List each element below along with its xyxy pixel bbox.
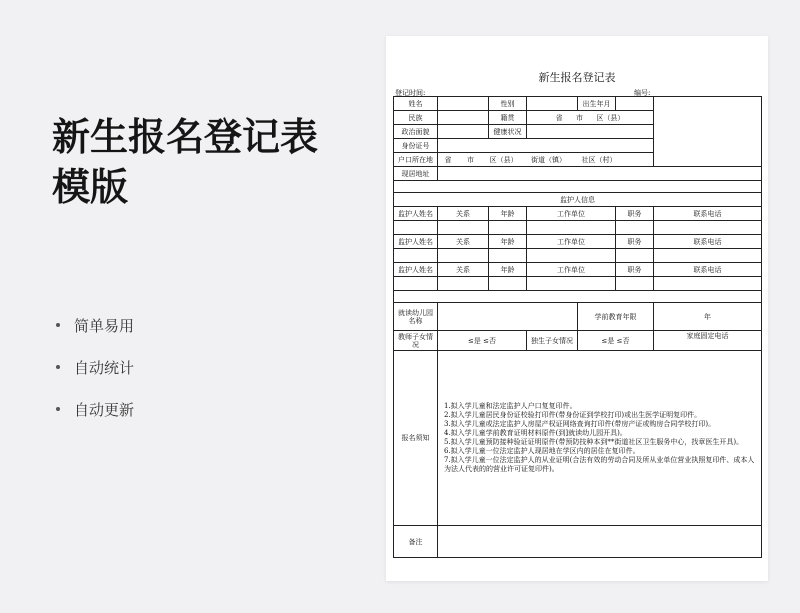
feature-item	[56, 356, 134, 378]
cell-label: 关系	[438, 263, 489, 277]
cell-label: 性别	[489, 97, 527, 111]
cell-label: 学前教育年限	[578, 303, 654, 331]
cell-label: 家庭固定电话	[654, 331, 762, 351]
province-label: 省	[444, 155, 452, 164]
cell-label: 职务	[616, 263, 654, 277]
form-title: 新生报名登记表	[538, 71, 616, 84]
cell-label: 年龄	[489, 263, 527, 277]
feature-list	[56, 314, 134, 440]
cell-value	[527, 97, 578, 111]
cell-value	[527, 249, 616, 263]
section-header	[394, 181, 762, 193]
cell-label: 年	[654, 303, 762, 331]
cell-label: 年龄	[489, 207, 527, 221]
table-row	[394, 249, 762, 263]
table-row	[394, 277, 762, 291]
cell-label: 职务	[616, 235, 654, 249]
notice-text	[438, 351, 762, 526]
cell-label: 身份证号	[394, 139, 438, 153]
cell-label: 籍贯	[489, 111, 527, 125]
notice-item: 1.拟入学儿童和法定监护人户口复复印件。	[444, 402, 577, 410]
table-row	[394, 331, 762, 351]
cell-value	[438, 125, 489, 139]
photo-box	[654, 97, 762, 167]
cell-value	[616, 221, 654, 235]
feature-label: 自动统计	[74, 358, 135, 377]
registration-table	[393, 96, 762, 558]
register-time-label: 登记时间:	[395, 89, 426, 97]
cell-value	[489, 277, 527, 291]
cell-label: 民族	[394, 111, 438, 125]
checkbox-group[interactable]: ≤是 ≤否	[578, 331, 654, 351]
cell-label: 联系电话	[654, 263, 762, 277]
cell-value	[489, 221, 527, 235]
bullet-icon	[56, 407, 60, 411]
notice-item: 2.拟入学儿童居民身份证校验打印件(带身份证到学校打印)或出生医学证明复印件。	[444, 411, 702, 419]
cell-label: 监护人姓名	[394, 235, 438, 249]
cell-value	[654, 221, 762, 235]
cell-value	[438, 249, 489, 263]
cell-label: 现居地址	[394, 167, 438, 181]
province-label: 省	[555, 113, 563, 122]
cell-label: 政治面貌	[394, 125, 438, 139]
table-row	[394, 207, 762, 221]
cell-value	[527, 221, 616, 235]
table-row	[394, 351, 762, 526]
feature-label: 自动更新	[74, 400, 135, 419]
cell-value	[654, 249, 762, 263]
cell-label: 监护人姓名	[394, 207, 438, 221]
table-row	[394, 291, 762, 303]
bullet-icon	[56, 323, 60, 327]
cell-value	[654, 277, 762, 291]
cell-value	[438, 221, 489, 235]
feature-item	[56, 398, 134, 420]
cell-label: 健康状况	[489, 125, 527, 139]
cell-value	[616, 277, 654, 291]
notice-item: 7.拟入学儿童一位法定监护人的从业证明(合法有效的劳动合同及所从业单位营业执照复印件、成本人为法人代表的的营业许可证复印件)。	[444, 456, 755, 473]
cell-label: 出生年月	[578, 97, 616, 111]
cell-label: 教师子女情况	[394, 331, 438, 351]
hukou-address	[438, 153, 654, 167]
cell-value	[438, 526, 762, 558]
native-place	[527, 111, 654, 125]
checkbox-group[interactable]: ≤是 ≤否	[438, 331, 527, 351]
cell-label: 关系	[438, 235, 489, 249]
guardian-section-title: 监护人信息	[394, 193, 762, 207]
notice-item: 6.拟入学儿童一位法定监护人现居地在学区内的居住在复印件。	[444, 447, 640, 455]
cell-value	[616, 249, 654, 263]
table-row	[394, 235, 762, 249]
table-row	[394, 181, 762, 193]
city-label: 市	[467, 155, 475, 164]
cell-label: 职务	[616, 207, 654, 221]
cell-label: 联系电话	[654, 235, 762, 249]
feature-label: 简单易用	[74, 316, 135, 335]
cell-label: 独生子女情况	[527, 331, 578, 351]
cell-value	[438, 97, 489, 111]
notice-item: 5.拟入学儿童预防接种验证证明原件(带预防技种本到**街道社区卫生服务中心，找章医生开具)。	[444, 438, 744, 446]
bullet-icon	[56, 365, 60, 369]
cell-value	[394, 277, 438, 291]
notice-item: 4.拟入学儿童学前教育证明材料原件(到]就读幼儿园开具)。	[444, 429, 627, 437]
cell-value	[438, 111, 489, 125]
table-row	[394, 221, 762, 235]
table-row	[394, 263, 762, 277]
cell-label: 就读幼儿园名称	[394, 303, 438, 331]
cell-value	[438, 139, 654, 153]
table-row	[394, 193, 762, 207]
promo-title-line2: 模版	[52, 165, 129, 209]
cell-label: 联系电话	[654, 207, 762, 221]
promo-title	[52, 112, 372, 212]
cell-label: 工作单位	[527, 207, 616, 221]
cell-value	[527, 277, 616, 291]
notice-item: 3.拟入学儿童或法定监护人房屋产权证网络查询打印件(带房产证或购房合同学校打印)。	[444, 420, 716, 428]
cell-value	[438, 167, 762, 181]
cell-value	[438, 303, 578, 331]
cell-label: 工作单位	[527, 263, 616, 277]
street-label: 街道（镇）	[530, 155, 566, 164]
cell-value	[394, 249, 438, 263]
cell-value	[489, 249, 527, 263]
table-row	[394, 167, 762, 181]
cell-value	[616, 97, 654, 111]
table-row	[394, 97, 762, 111]
feature-item	[56, 314, 134, 336]
cell-value	[438, 277, 489, 291]
cell-label: 工作单位	[527, 235, 616, 249]
spacer-row	[394, 291, 762, 303]
cell-label: 关系	[438, 207, 489, 221]
district-label: 区（县）	[489, 155, 518, 164]
cell-label: 报名须知	[394, 351, 438, 526]
cell-value	[394, 221, 438, 235]
cell-label: 姓名	[394, 97, 438, 111]
serial-no-label: 编号:	[634, 89, 651, 97]
county-label: 区（县）	[596, 113, 625, 122]
cell-label: 监护人姓名	[394, 263, 438, 277]
cell-value	[527, 125, 654, 139]
promo-panel	[52, 112, 372, 212]
table-row	[394, 526, 762, 558]
promo-title-line1: 新生报名登记表	[52, 115, 319, 159]
cell-label: 备注	[394, 526, 438, 558]
form-preview	[386, 36, 768, 581]
table-row	[394, 303, 762, 331]
cell-label: 户口所在地	[394, 153, 438, 167]
cell-label: 年龄	[489, 235, 527, 249]
city-label: 市	[576, 113, 583, 122]
community-label: 社区（村）	[581, 155, 617, 164]
